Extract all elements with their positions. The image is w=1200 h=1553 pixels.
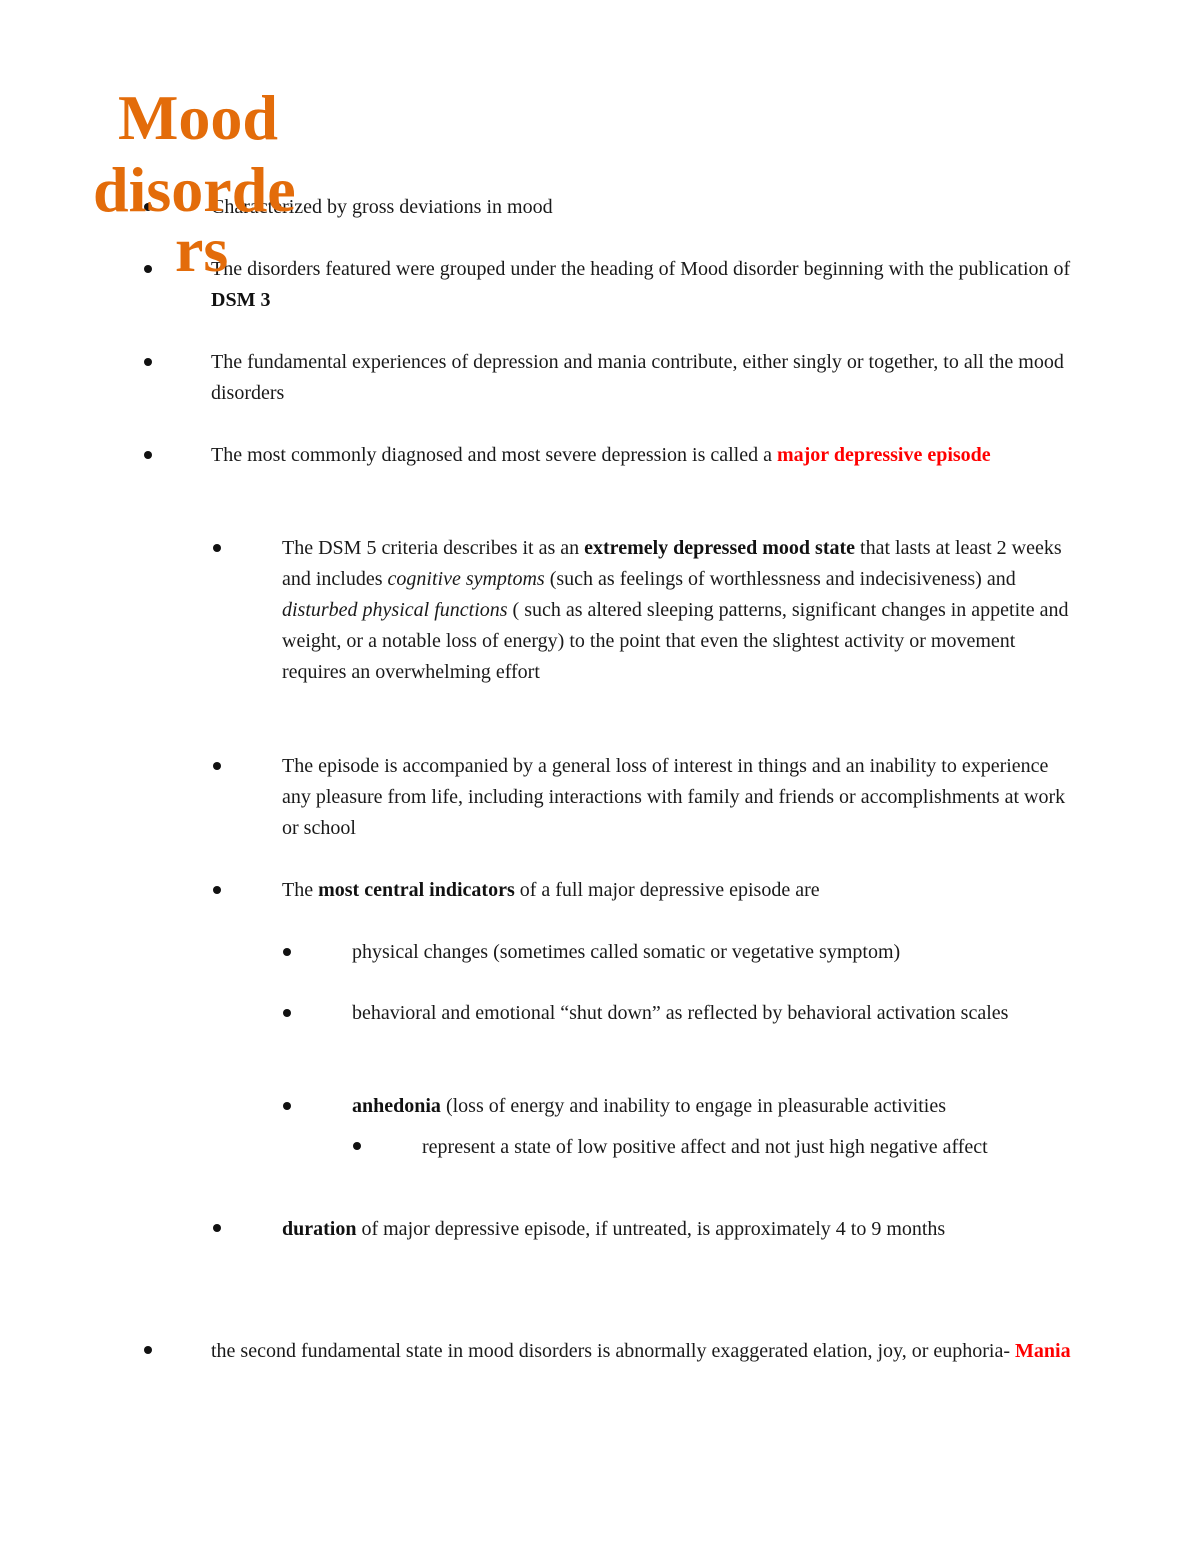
item-bold-text: most central indicators <box>318 879 515 901</box>
list-item <box>211 192 1071 223</box>
list-item <box>352 937 1072 968</box>
bullet-icon <box>353 1142 361 1150</box>
item-bold-text: anhedonia <box>352 1095 441 1117</box>
item-text: ( such as altered sleeping patterns, significant changes in appetite and weight, or a notable loss of energy) to the point that even the slightest activity or movement requires an overwhelming effort <box>282 599 1069 683</box>
highlight-term: Mania <box>1015 1340 1071 1362</box>
bullet-icon <box>144 1346 152 1354</box>
item-text: behavioral and emotional “shut down” as reflected by behavioral activation scales <box>352 1002 1009 1024</box>
bullet-icon <box>283 948 291 956</box>
item-text: (such as feelings of worthlessness and indecisiveness) and <box>544 568 1016 590</box>
bullet-icon <box>283 1009 291 1017</box>
title-line: disorde <box>93 154 296 225</box>
title-line: Mood <box>118 82 278 153</box>
title-line: rs <box>175 214 229 285</box>
item-text: (loss of energy and inability to engage in pleasurable activities <box>440 1095 946 1117</box>
item-text: The fundamental experiences of depression and mania contribute, either singly or together, to all the mood disorders <box>211 351 1064 404</box>
item-italic-text: disturbed physical functions <box>282 599 508 621</box>
item-text: represent a state of low positive affect and not just high negative affect <box>422 1136 988 1158</box>
bullet-icon <box>213 762 221 770</box>
list-item <box>211 1331 1071 1372</box>
list-item <box>282 751 1072 844</box>
bullet-icon <box>283 1102 291 1110</box>
item-bold-text: extremely depressed mood state <box>584 537 856 559</box>
list-item <box>282 533 1072 688</box>
list-item <box>352 1091 1092 1122</box>
item-text: The disorders featured were grouped under the heading of Mood disorder beginning with the publication of <box>211 258 1071 280</box>
list-item <box>211 254 1071 316</box>
item-text: The episode is accompanied by a general loss of interest in things and an inability to experience any pleasure from life, including interactions with family and friends or accomplishments at work or school <box>282 755 1066 839</box>
bullet-icon <box>213 544 221 552</box>
item-text: physical changes (sometimes called somatic or vegetative symptom) <box>352 941 901 963</box>
list-item <box>422 1127 1072 1168</box>
item-text: the second fundamental state in mood disorders is abnormally exaggerated elation, joy, or euphoria- <box>211 1340 1016 1362</box>
item-text: of major depressive episode, if untreated, is approximately 4 to 9 months <box>356 1218 946 1240</box>
bullet-icon <box>213 1224 221 1232</box>
highlight-term: major depressive episode <box>776 444 991 466</box>
list-item <box>282 1209 1072 1250</box>
list-item <box>282 875 1072 906</box>
item-text: that lasts at least 2 weeks and includes <box>282 537 1062 590</box>
item-text: The most commonly diagnosed and most severe depression is called a <box>211 444 777 466</box>
bullet-icon <box>144 358 152 366</box>
item-text: Characterized by gross deviations in mood <box>211 196 553 218</box>
bullet-icon <box>213 886 221 894</box>
item-text: of a full major depressive episode are <box>514 879 820 901</box>
bullet-icon <box>144 451 152 459</box>
list-item <box>352 998 1072 1029</box>
item-bold-text: DSM 3 <box>211 289 271 311</box>
item-text: The DSM 5 criteria describes it as an <box>282 537 585 559</box>
item-italic-text: cognitive symptoms <box>387 568 545 590</box>
item-text: The <box>282 879 319 901</box>
item-bold-text: duration <box>282 1218 357 1240</box>
page-title <box>93 82 333 286</box>
list-item <box>211 347 1071 409</box>
list-item <box>211 440 1071 471</box>
